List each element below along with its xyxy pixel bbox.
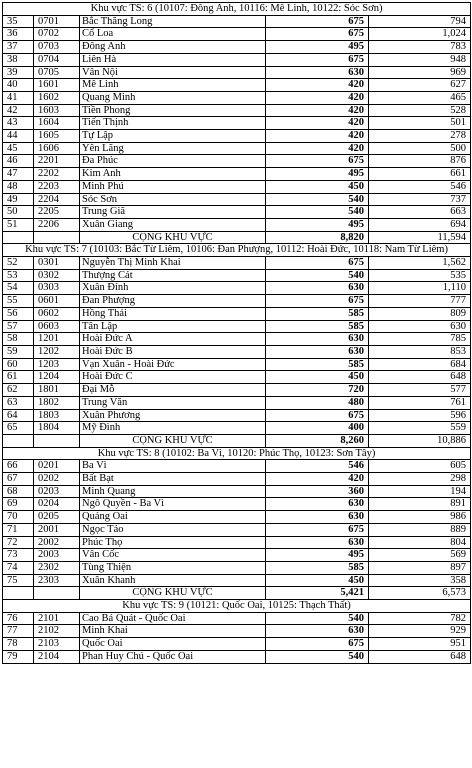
table-row: [3, 91, 471, 104]
table-row: [3, 485, 471, 498]
table-row: [3, 142, 471, 155]
section-header-text: Khu vực TS: 9 (10121: Quốc Oai, 10125: Thạch Thất): [3, 600, 471, 613]
school-code: 1604: [34, 117, 80, 130]
quota-value: 675: [266, 409, 369, 422]
school-name: Xuân Phương: [80, 409, 266, 422]
school-name: Ba Vì: [80, 460, 266, 473]
school-code: 2206: [34, 218, 80, 231]
table-row: [3, 460, 471, 473]
school-name: Tiến Thịnh: [80, 117, 266, 130]
school-code: 0204: [34, 498, 80, 511]
registered-value: 951: [369, 638, 471, 651]
table-row: [3, 536, 471, 549]
row-index: 60: [3, 358, 34, 371]
school-code: 0603: [34, 320, 80, 333]
quota-value: 630: [266, 282, 369, 295]
school-name: Trung Văn: [80, 396, 266, 409]
row-index: 37: [3, 41, 34, 54]
school-code: 2003: [34, 549, 80, 562]
school-name: Sóc Sơn: [80, 193, 266, 206]
empty-cell: [3, 231, 34, 244]
table-row: [3, 28, 471, 41]
quota-value: 630: [266, 333, 369, 346]
quota-value: 546: [266, 460, 369, 473]
total-registered: 6,573: [369, 587, 471, 600]
school-name: Phan Huy Chú - Quốc Oai: [80, 650, 266, 663]
registered-value: 777: [369, 295, 471, 308]
table-row: [3, 307, 471, 320]
registered-value: 298: [369, 473, 471, 486]
school-name: Trung Giã: [80, 206, 266, 219]
table-row: [3, 206, 471, 219]
school-code: 1606: [34, 142, 80, 155]
registered-value: 627: [369, 79, 471, 92]
quota-value: 480: [266, 396, 369, 409]
registered-value: 605: [369, 460, 471, 473]
table-row: [3, 574, 471, 587]
registered-value: 783: [369, 41, 471, 54]
table-row: [3, 257, 471, 270]
table-row: [3, 473, 471, 486]
registered-value: 648: [369, 371, 471, 384]
section-total-row: [3, 434, 471, 447]
school-name: Mỹ Đình: [80, 422, 266, 435]
registered-value: 278: [369, 130, 471, 143]
school-name: Ngọc Tảo: [80, 523, 266, 536]
registered-value: 559: [369, 422, 471, 435]
school-code: 2302: [34, 561, 80, 574]
empty-cell: [3, 587, 34, 600]
quota-value: 540: [266, 206, 369, 219]
enrollment-table: [2, 2, 471, 664]
registered-value: 661: [369, 168, 471, 181]
row-index: 36: [3, 28, 34, 41]
row-index: 70: [3, 511, 34, 524]
registered-value: 194: [369, 485, 471, 498]
table-row: [3, 333, 471, 346]
row-index: 76: [3, 612, 34, 625]
school-name: Cổ Loa: [80, 28, 266, 41]
school-name: Xuân Đỉnh: [80, 282, 266, 295]
row-index: 52: [3, 257, 34, 270]
school-name: Đan Phượng: [80, 295, 266, 308]
empty-cell: [3, 434, 34, 447]
school-name: Vân Nội: [80, 66, 266, 79]
school-code: 1804: [34, 422, 80, 435]
registered-value: 465: [369, 91, 471, 104]
registered-value: 853: [369, 345, 471, 358]
quota-value: 675: [266, 523, 369, 536]
school-name: Tân Lập: [80, 320, 266, 333]
registered-value: 986: [369, 511, 471, 524]
quota-value: 675: [266, 295, 369, 308]
quota-value: 420: [266, 104, 369, 117]
row-index: 40: [3, 79, 34, 92]
school-name: Hoài Đức A: [80, 333, 266, 346]
table-row: [3, 511, 471, 524]
registered-value: 630: [369, 320, 471, 333]
school-name: Tùng Thiện: [80, 561, 266, 574]
section-header-text: Khu vực TS: 6 (10107: Đông Anh, 10116: Mê Linh, 10122: Sóc Sơn): [3, 3, 471, 16]
school-name: Tự Lập: [80, 130, 266, 143]
school-code: 0202: [34, 473, 80, 486]
quota-value: 675: [266, 638, 369, 651]
table-row: [3, 409, 471, 422]
table-row: [3, 549, 471, 562]
quota-value: 630: [266, 511, 369, 524]
quota-value: 540: [266, 269, 369, 282]
quota-value: 420: [266, 91, 369, 104]
table-row: [3, 79, 471, 92]
school-code: 1203: [34, 358, 80, 371]
table-row: [3, 104, 471, 117]
school-code: 0705: [34, 66, 80, 79]
school-code: 2001: [34, 523, 80, 536]
table-row: [3, 295, 471, 308]
quota-value: 420: [266, 79, 369, 92]
quota-value: 675: [266, 53, 369, 66]
school-code: 1605: [34, 130, 80, 143]
school-code: 2202: [34, 168, 80, 181]
quota-value: 585: [266, 307, 369, 320]
table-row: [3, 218, 471, 231]
school-name: Minh Phú: [80, 180, 266, 193]
school-name: Đông Anh: [80, 41, 266, 54]
quota-value: 420: [266, 117, 369, 130]
quota-value: 360: [266, 485, 369, 498]
school-code: 0704: [34, 53, 80, 66]
table-row: [3, 561, 471, 574]
registered-value: 694: [369, 218, 471, 231]
school-code: 0602: [34, 307, 80, 320]
quota-value: 420: [266, 142, 369, 155]
quota-value: 675: [266, 15, 369, 28]
registered-value: 1,110: [369, 282, 471, 295]
quota-value: 630: [266, 66, 369, 79]
school-code: 1202: [34, 345, 80, 358]
school-code: 2102: [34, 625, 80, 638]
table-row: [3, 638, 471, 651]
school-code: 2201: [34, 155, 80, 168]
school-name: Bất Bạt: [80, 473, 266, 486]
school-code: 1603: [34, 104, 80, 117]
total-quota: 5,421: [266, 587, 369, 600]
school-name: Yên Lãng: [80, 142, 266, 155]
school-name: Thượng Cát: [80, 269, 266, 282]
registered-value: 785: [369, 333, 471, 346]
registered-value: 358: [369, 574, 471, 587]
quota-value: 540: [266, 650, 369, 663]
registered-value: 809: [369, 307, 471, 320]
school-code: 0303: [34, 282, 80, 295]
school-code: 2002: [34, 536, 80, 549]
school-name: Minh Quang: [80, 485, 266, 498]
quota-value: 495: [266, 549, 369, 562]
empty-cell: [34, 587, 80, 600]
section-header: [3, 244, 471, 257]
row-index: 62: [3, 384, 34, 397]
quota-value: 450: [266, 180, 369, 193]
row-index: 38: [3, 53, 34, 66]
registered-value: 761: [369, 396, 471, 409]
empty-cell: [34, 231, 80, 244]
row-index: 72: [3, 536, 34, 549]
total-label: CỘNG KHU VỰC: [80, 231, 266, 244]
registered-value: 929: [369, 625, 471, 638]
row-index: 73: [3, 549, 34, 562]
row-index: 44: [3, 130, 34, 143]
school-name: Xuân Giang: [80, 218, 266, 231]
table-row: [3, 320, 471, 333]
quota-value: 495: [266, 168, 369, 181]
quota-value: 585: [266, 358, 369, 371]
row-index: 53: [3, 269, 34, 282]
school-code: 1201: [34, 333, 80, 346]
school-name: Đại Mỗ: [80, 384, 266, 397]
table-row: [3, 66, 471, 79]
registered-value: 569: [369, 549, 471, 562]
registered-value: 897: [369, 561, 471, 574]
row-index: 41: [3, 91, 34, 104]
school-code: 0301: [34, 257, 80, 270]
school-code: 2103: [34, 638, 80, 651]
school-code: 2203: [34, 180, 80, 193]
row-index: 51: [3, 218, 34, 231]
school-name: Quảng Oai: [80, 511, 266, 524]
row-index: 68: [3, 485, 34, 498]
quota-value: 585: [266, 561, 369, 574]
row-index: 49: [3, 193, 34, 206]
row-index: 74: [3, 561, 34, 574]
quota-value: 400: [266, 422, 369, 435]
school-code: 2303: [34, 574, 80, 587]
table-row: [3, 523, 471, 536]
table-row: [3, 384, 471, 397]
school-name: Quang Minh: [80, 91, 266, 104]
row-index: 78: [3, 638, 34, 651]
registered-value: 1,024: [369, 28, 471, 41]
table-row: [3, 155, 471, 168]
school-code: 1803: [34, 409, 80, 422]
school-code: 0703: [34, 41, 80, 54]
table-row: [3, 117, 471, 130]
table-row: [3, 193, 471, 206]
table-row: [3, 612, 471, 625]
quota-value: 675: [266, 28, 369, 41]
school-name: Nguyễn Thị Minh Khai: [80, 257, 266, 270]
registered-value: 804: [369, 536, 471, 549]
school-name: Đa Phúc: [80, 155, 266, 168]
quota-value: 630: [266, 625, 369, 638]
school-name: Vạn Xuân - Hoài Đức: [80, 358, 266, 371]
registered-value: 889: [369, 523, 471, 536]
row-index: 35: [3, 15, 34, 28]
quota-value: 630: [266, 498, 369, 511]
row-index: 77: [3, 625, 34, 638]
quota-value: 540: [266, 612, 369, 625]
school-code: 1801: [34, 384, 80, 397]
quota-value: 495: [266, 41, 369, 54]
row-index: 75: [3, 574, 34, 587]
school-code: 0702: [34, 28, 80, 41]
table-row: [3, 282, 471, 295]
school-name: Hoài Đức B: [80, 345, 266, 358]
quota-value: 720: [266, 384, 369, 397]
row-index: 66: [3, 460, 34, 473]
registered-value: 891: [369, 498, 471, 511]
row-index: 64: [3, 409, 34, 422]
registered-value: 782: [369, 612, 471, 625]
school-code: 1601: [34, 79, 80, 92]
table-row: [3, 371, 471, 384]
row-index: 67: [3, 473, 34, 486]
row-index: 54: [3, 282, 34, 295]
table-row: [3, 41, 471, 54]
row-index: 79: [3, 650, 34, 663]
table-row: [3, 168, 471, 181]
total-label: CỘNG KHU VỰC: [80, 587, 266, 600]
row-index: 69: [3, 498, 34, 511]
table-row: [3, 180, 471, 193]
total-quota: 8,260: [266, 434, 369, 447]
total-label: CỘNG KHU VỰC: [80, 434, 266, 447]
section-total-row: [3, 231, 471, 244]
quota-value: 495: [266, 218, 369, 231]
section-header-text: Khu vực TS: 7 (10103: Bắc Từ Liêm, 10106: Đan Phượng, 10112: Hoài Đức, 10118: Nam Từ Liêm): [3, 244, 471, 257]
registered-value: 546: [369, 180, 471, 193]
row-index: 45: [3, 142, 34, 155]
registered-value: 794: [369, 15, 471, 28]
row-index: 65: [3, 422, 34, 435]
table-row: [3, 422, 471, 435]
section-header: [3, 447, 471, 460]
school-code: 0601: [34, 295, 80, 308]
school-code: 1802: [34, 396, 80, 409]
quota-value: 420: [266, 130, 369, 143]
school-name: Bắc Thăng Long: [80, 15, 266, 28]
school-name: Cao Bá Quát - Quốc Oai: [80, 612, 266, 625]
registered-value: 596: [369, 409, 471, 422]
school-name: Phúc Thọ: [80, 536, 266, 549]
registered-value: 737: [369, 193, 471, 206]
total-registered: 11,594: [369, 231, 471, 244]
section-header-text: Khu vực TS: 8 (10102: Ba Vì, 10120: Phúc Thọ, 10123: Sơn Tây): [3, 447, 471, 460]
school-name: Vân Cốc: [80, 549, 266, 562]
quota-value: 675: [266, 257, 369, 270]
quota-value: 450: [266, 574, 369, 587]
quota-value: 630: [266, 345, 369, 358]
row-index: 56: [3, 307, 34, 320]
table-body: [3, 3, 471, 664]
registered-value: 577: [369, 384, 471, 397]
registered-value: 501: [369, 117, 471, 130]
row-index: 57: [3, 320, 34, 333]
school-code: 1204: [34, 371, 80, 384]
school-name: Mê Linh: [80, 79, 266, 92]
school-code: 1602: [34, 91, 80, 104]
registered-value: 528: [369, 104, 471, 117]
quota-value: 675: [266, 155, 369, 168]
school-code: 0701: [34, 15, 80, 28]
school-name: Hoài Đức C: [80, 371, 266, 384]
table-row: [3, 345, 471, 358]
row-index: 59: [3, 345, 34, 358]
registered-value: 648: [369, 650, 471, 663]
table-row: [3, 269, 471, 282]
row-index: 48: [3, 180, 34, 193]
row-index: 46: [3, 155, 34, 168]
school-name: Tiền Phong: [80, 104, 266, 117]
registered-value: 876: [369, 155, 471, 168]
section-header: [3, 3, 471, 16]
empty-cell: [34, 434, 80, 447]
quota-value: 540: [266, 193, 369, 206]
table-row: [3, 15, 471, 28]
registered-value: 500: [369, 142, 471, 155]
table-row: [3, 650, 471, 663]
section-header: [3, 600, 471, 613]
school-code: 0205: [34, 511, 80, 524]
row-index: 71: [3, 523, 34, 536]
row-index: 61: [3, 371, 34, 384]
row-index: 39: [3, 66, 34, 79]
table-row: [3, 130, 471, 143]
school-name: Quốc Oai: [80, 638, 266, 651]
row-index: 58: [3, 333, 34, 346]
total-registered: 10,886: [369, 434, 471, 447]
school-name: Kim Anh: [80, 168, 266, 181]
school-code: 2104: [34, 650, 80, 663]
school-code: 0302: [34, 269, 80, 282]
table-row: [3, 625, 471, 638]
row-index: 47: [3, 168, 34, 181]
quota-value: 630: [266, 536, 369, 549]
table-row: [3, 358, 471, 371]
registered-value: 948: [369, 53, 471, 66]
row-index: 43: [3, 117, 34, 130]
registered-value: 684: [369, 358, 471, 371]
table-row: [3, 53, 471, 66]
row-index: 55: [3, 295, 34, 308]
row-index: 63: [3, 396, 34, 409]
school-name: Ngô Quyền - Ba Vì: [80, 498, 266, 511]
school-name: Liên Hà: [80, 53, 266, 66]
row-index: 42: [3, 104, 34, 117]
table-row: [3, 396, 471, 409]
school-code: 2204: [34, 193, 80, 206]
quota-value: 585: [266, 320, 369, 333]
table-row: [3, 498, 471, 511]
school-name: Hồng Thái: [80, 307, 266, 320]
school-name: Xuân Khanh: [80, 574, 266, 587]
section-total-row: [3, 587, 471, 600]
school-name: Minh Khai: [80, 625, 266, 638]
total-quota: 8,820: [266, 231, 369, 244]
registered-value: 969: [369, 66, 471, 79]
registered-value: 535: [369, 269, 471, 282]
quota-value: 420: [266, 473, 369, 486]
school-code: 0201: [34, 460, 80, 473]
registered-value: 1,562: [369, 257, 471, 270]
school-code: 2101: [34, 612, 80, 625]
quota-value: 450: [266, 371, 369, 384]
row-index: 50: [3, 206, 34, 219]
school-code: 2205: [34, 206, 80, 219]
registered-value: 663: [369, 206, 471, 219]
school-code: 0203: [34, 485, 80, 498]
